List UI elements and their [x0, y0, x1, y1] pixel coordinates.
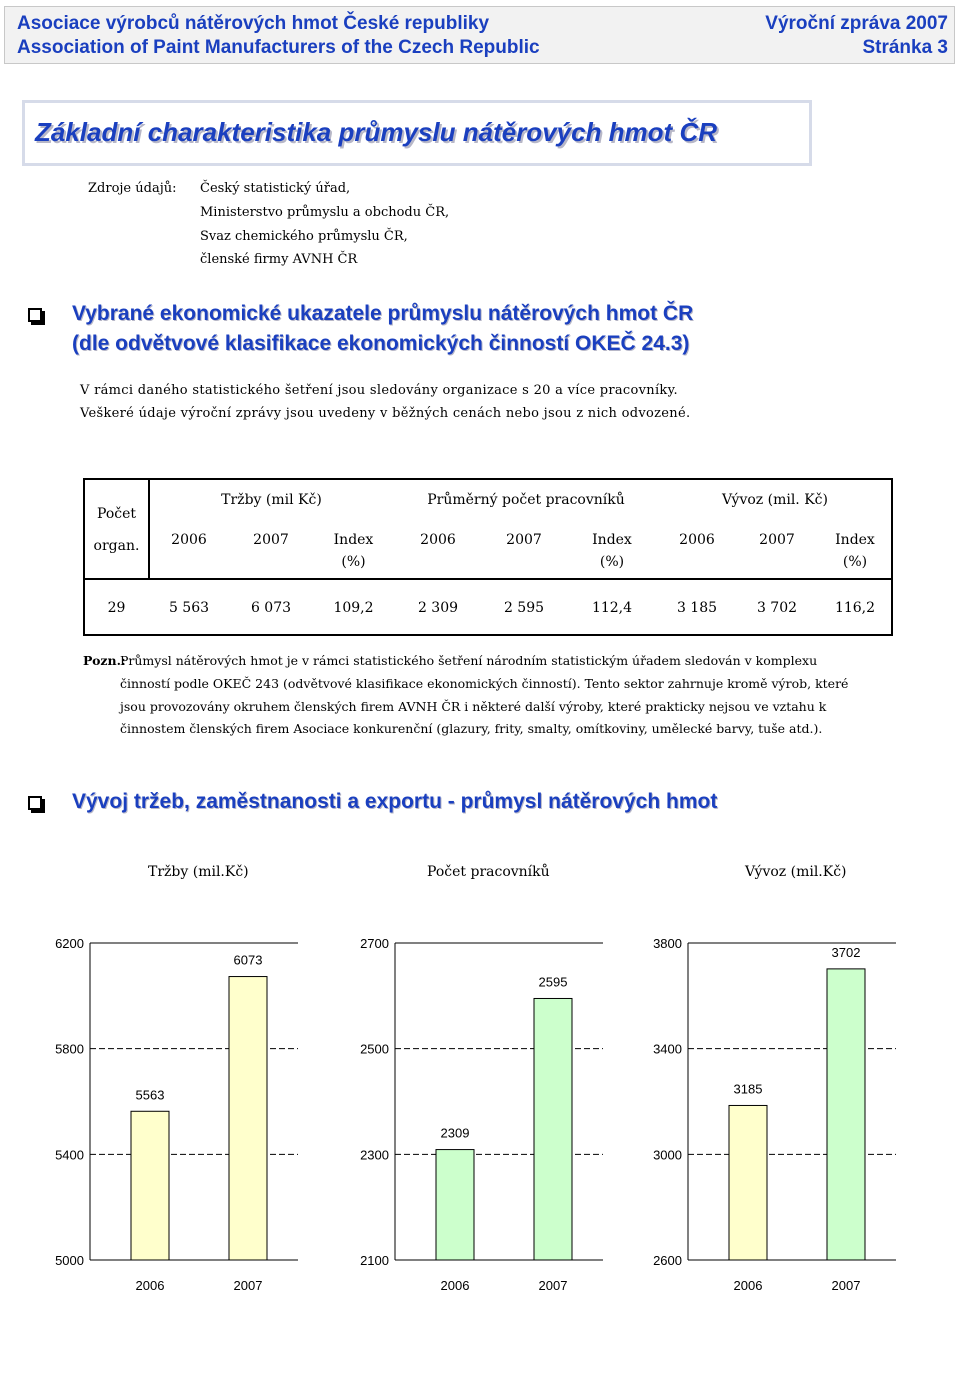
data-label: 2309: [440, 1125, 470, 1141]
section1-title-line2: (dle odvětvové klasifikace ekonomických činností OKEČ 24.3): [72, 332, 690, 355]
chart-employees-svg: [345, 925, 615, 1305]
section1-title-line1: Vybrané ekonomické ukazatele průmyslu nátěrových hmot ČR: [72, 302, 694, 325]
section1-paragraph: Veškeré údaje výroční zprávy jsou uvedeny v běžných cenách nebo jsou z nich odvozené.: [80, 406, 691, 421]
col-header-year: 2007: [253, 532, 289, 548]
data-label: 2595: [538, 974, 568, 990]
table-cell: 109,2: [333, 600, 374, 616]
col-header-year: 2006: [420, 532, 456, 548]
association-name-cz: Asociace výrobců nátěrových hmot České republiky: [17, 13, 490, 34]
table-cell: 29: [107, 600, 126, 616]
data-label: 6073: [233, 952, 263, 968]
chart-title-revenue: Tržby (mil.Kč): [148, 864, 249, 880]
x-tick-label: 2006: [733, 1278, 763, 1293]
table-cell: 2 309: [417, 600, 459, 616]
note-line: činnostem členských firem Asociace konkurenční (glazury, frity, smalty, omítkoviny, umělecké barvy, tuše atd.).: [120, 721, 823, 736]
x-tick-label: 2007: [233, 1278, 263, 1293]
note-line: Průmysl nátěrových hmot je v rámci statistického šetření národním statistickým úřadem sledován v komplexu: [120, 653, 818, 668]
x-tick-label: 2007: [831, 1278, 861, 1293]
y-tick-label: 5800: [55, 1041, 84, 1057]
note-line: činností podle OKEČ 243 (odvětvové klasifikace ekonomických činností). Tento sektor zahrnuje kromě výrob, které: [120, 676, 849, 691]
page-title-box: [22, 100, 812, 166]
col-header-index-unit: (%): [842, 554, 868, 570]
col-header-year: 2007: [759, 532, 795, 548]
table-cell: 2 595: [503, 600, 545, 616]
col-header-year: 2006: [679, 532, 715, 548]
y-tick-label: 5400: [55, 1147, 84, 1163]
note-label: Pozn.:: [83, 653, 126, 668]
source-item: členské firmy AVNH ČR: [200, 252, 358, 267]
col-header-count: Počet: [96, 506, 137, 522]
sources-label: Zdroje údajů:: [88, 181, 177, 196]
bar: [729, 1105, 767, 1260]
y-tick-label: 2600: [653, 1253, 682, 1268]
bar: [827, 969, 865, 1260]
page-header: [4, 6, 955, 64]
y-tick-label: 2300: [360, 1147, 389, 1163]
table-cell: 6 073: [250, 600, 292, 616]
table-cell: 3 702: [756, 600, 798, 616]
source-item: Ministerstvo průmyslu a obchodu ČR,: [200, 205, 450, 220]
y-tick-label: 3400: [653, 1041, 682, 1057]
chart-revenue-svg: [40, 925, 310, 1305]
section1-paragraph: V rámci daného statistického šetření jsou sledovány organizace s 20 a více pracovníky.: [80, 383, 678, 398]
table-cell: 116,2: [834, 600, 876, 616]
col-header-count: organ.: [93, 538, 140, 554]
chart-export: [638, 925, 908, 1309]
source-item: Svaz chemického průmyslu ČR,: [200, 229, 408, 244]
y-tick-label: 2100: [360, 1253, 389, 1268]
x-tick-label: 2006: [135, 1278, 165, 1293]
bar: [229, 977, 267, 1260]
x-tick-label: 2006: [440, 1278, 470, 1293]
report-title: Výroční zpráva 2007: [765, 13, 948, 34]
table-cell: 3 185: [676, 600, 718, 616]
y-tick-label: 6200: [55, 936, 84, 951]
chart-title-export: Vývoz (mil.Kč): [745, 864, 847, 880]
x-tick-label: 2007: [538, 1278, 568, 1293]
bar: [131, 1111, 169, 1260]
indicators-table: [83, 478, 893, 636]
bar: [436, 1150, 474, 1260]
col-header-index: Index: [333, 532, 374, 548]
table-cell: 112,4: [591, 600, 633, 616]
y-tick-label: 2500: [360, 1041, 389, 1057]
col-header-index: Index: [592, 532, 632, 548]
group-header-employees: Průměrný počet pracovníků: [427, 492, 625, 508]
table-cell: 5 563: [168, 600, 210, 616]
y-tick-label: 3800: [653, 936, 682, 951]
source-item: Český statistický úřad,: [200, 181, 351, 196]
chart-export-svg: [638, 925, 908, 1305]
checkbox-bullet-icon: [28, 308, 42, 322]
chart-employees: [345, 925, 615, 1309]
bar: [534, 998, 572, 1260]
section2-title: Vývoj tržeb, zaměstnanosti a exportu - průmysl nátěrových hmot: [72, 790, 718, 813]
col-header-year: 2007: [506, 532, 542, 548]
association-name-en: Association of Paint Manufacturers of the Czech Republic: [17, 37, 540, 58]
group-header-export: Vývoz (mil. Kč): [722, 492, 828, 508]
data-label: 5563: [135, 1087, 165, 1103]
col-header-index-unit: (%): [599, 554, 625, 570]
table-divider: [85, 578, 891, 580]
data-label: 3702: [831, 944, 861, 960]
col-header-index-unit: (%): [341, 554, 366, 570]
chart-title-employees: Počet pracovníků: [427, 864, 550, 880]
y-tick-label: 2700: [360, 936, 389, 951]
page-number: Stránka 3: [862, 37, 948, 58]
chart-revenue: [40, 925, 310, 1309]
data-label: 3185: [733, 1081, 763, 1097]
col-header-index: Index: [835, 532, 875, 548]
col-header-year: 2006: [171, 532, 207, 548]
note-line: jsou provozovány okruhem členských firem AVNH ČR i některé další výroby, které prakticky nejsou ve vztahu k: [120, 699, 827, 714]
page-title: Základní charakteristika průmyslu nátěrových hmot ČR: [35, 117, 717, 147]
y-tick-label: 3000: [653, 1147, 682, 1163]
checkbox-bullet-icon: [28, 796, 42, 810]
group-header-revenue: Tržby (mil Kč): [221, 492, 322, 508]
y-tick-label: 5000: [55, 1253, 84, 1268]
